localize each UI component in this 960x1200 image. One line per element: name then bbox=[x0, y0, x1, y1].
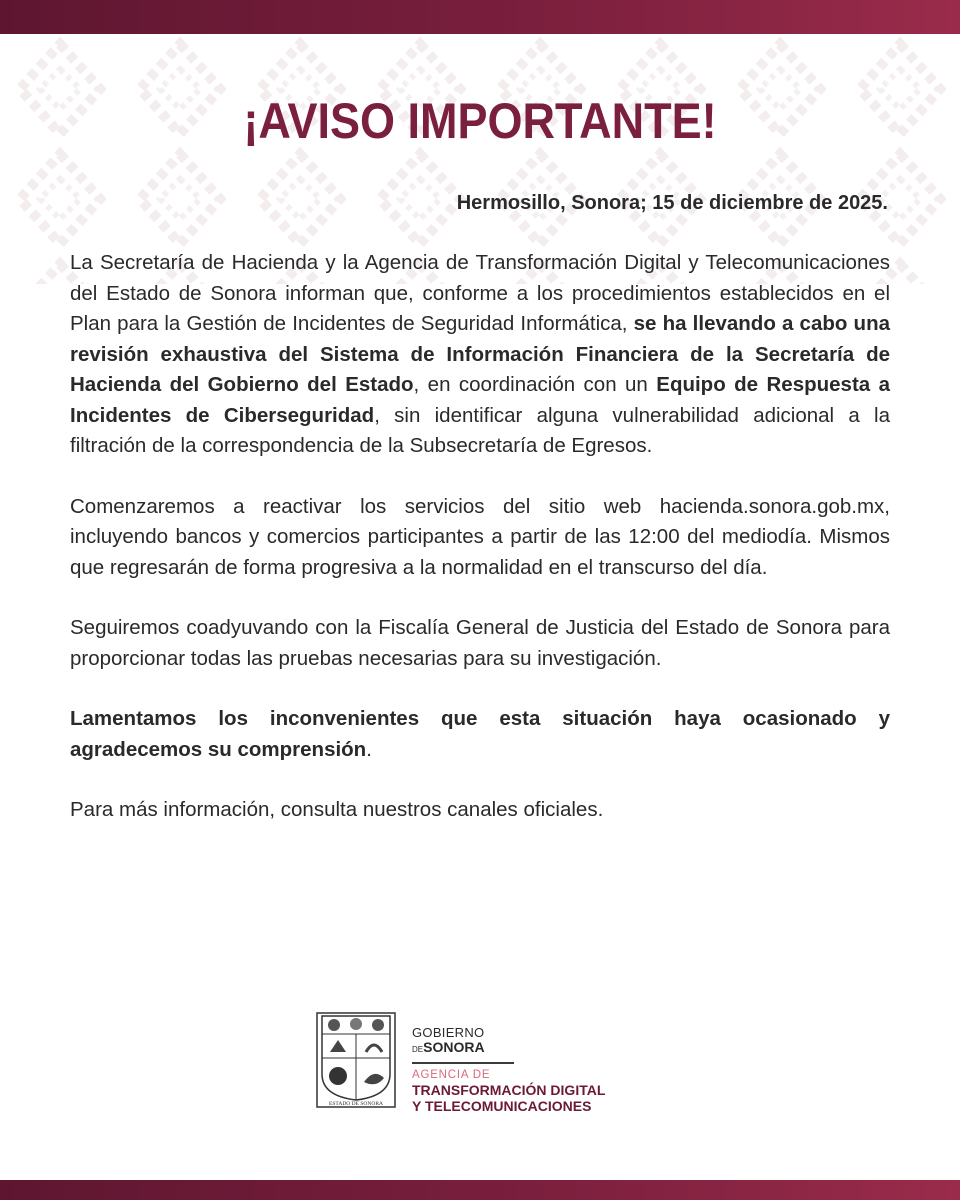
paragraph-4 bbox=[70, 704, 890, 765]
paragraph-4-end: . bbox=[366, 737, 372, 761]
agencia-name-line-2: Y TELECOMUNICACIONES bbox=[412, 1097, 592, 1114]
paragraph-5: Para más información, consulta nuestros canales oficiales. bbox=[70, 798, 604, 821]
footer-logos bbox=[316, 1012, 656, 1112]
decorative-pattern bbox=[0, 34, 960, 284]
paragraph-1-text-c: , sin identificar alguna vulnerabilidad adicional a la filtración de la correspondencia de la Subsecretaría de Egresos. bbox=[70, 403, 890, 457]
agencia-name-line-1: TRANSFORMACIÓN DIGITAL bbox=[412, 1081, 606, 1098]
paragraph-4-bold: Lamentamos los inconvenientes que esta situación haya ocasionado y agradecemos su comprensión bbox=[70, 707, 890, 761]
gobierno-label: GOBIERNO bbox=[412, 1025, 485, 1040]
top-banner-bar bbox=[0, 0, 960, 34]
paragraph-1-text-b: , en coordinación con un bbox=[413, 373, 657, 396]
paragraph-3: Seguiremos coadyuvando con la Fiscalía General de Justicia del Estado de Sonora para proporcionar todas las pruebas necesarias para su investigación. bbox=[70, 616, 890, 670]
state-shield-icon bbox=[316, 1012, 396, 1108]
gobierno-sonora-label bbox=[412, 1040, 652, 1057]
paragraph-1-text-a: La Secretaría de Hacienda y la Agencia de Transformación Digital y Telecomunicaciones del Estado de Sonora informan que, conforme a los procedimientos establecidos en el Plan para la Gestión de Incidentes de Seguridad Informática, bbox=[70, 251, 890, 335]
logo-text-block bbox=[412, 1026, 652, 1114]
paragraph-1 bbox=[70, 248, 890, 462]
agencia-label: AGENCIA DE bbox=[412, 1068, 491, 1081]
paragraph-2: Comenzaremos a reactivar los servicios del sitio web hacienda.sonora.gob.mx, incluyendo bancos y comercios participantes a partir de las 12:00 del mediodía. Mismos que regresarán de forma progresiva a la normalidad en el transcurso del día. bbox=[70, 494, 890, 579]
logo-divider bbox=[412, 1062, 514, 1064]
paragraph-1-bold-a: se ha llevando a cabo una revisión exhaustiva del Sistema de Información Financiera de la Secretaría de Hacienda del Gobierno del Estado bbox=[70, 312, 890, 396]
bottom-banner-bar bbox=[0, 1180, 960, 1200]
gobierno-sonora: SONORA bbox=[423, 1039, 485, 1055]
notice-body bbox=[70, 248, 890, 856]
gobierno-de: DE bbox=[412, 1045, 424, 1054]
dateline: Hermosillo, Sonora; 15 de diciembre de 2025. bbox=[456, 192, 888, 214]
shield-caption: ESTADO DE SONORA bbox=[329, 1101, 383, 1107]
page-title: ¡AVISO IMPORTANTE! bbox=[243, 93, 717, 149]
paragraph-1-bold-b: Equipo de Respuesta a Incidentes de Ciberseguridad bbox=[70, 373, 890, 427]
